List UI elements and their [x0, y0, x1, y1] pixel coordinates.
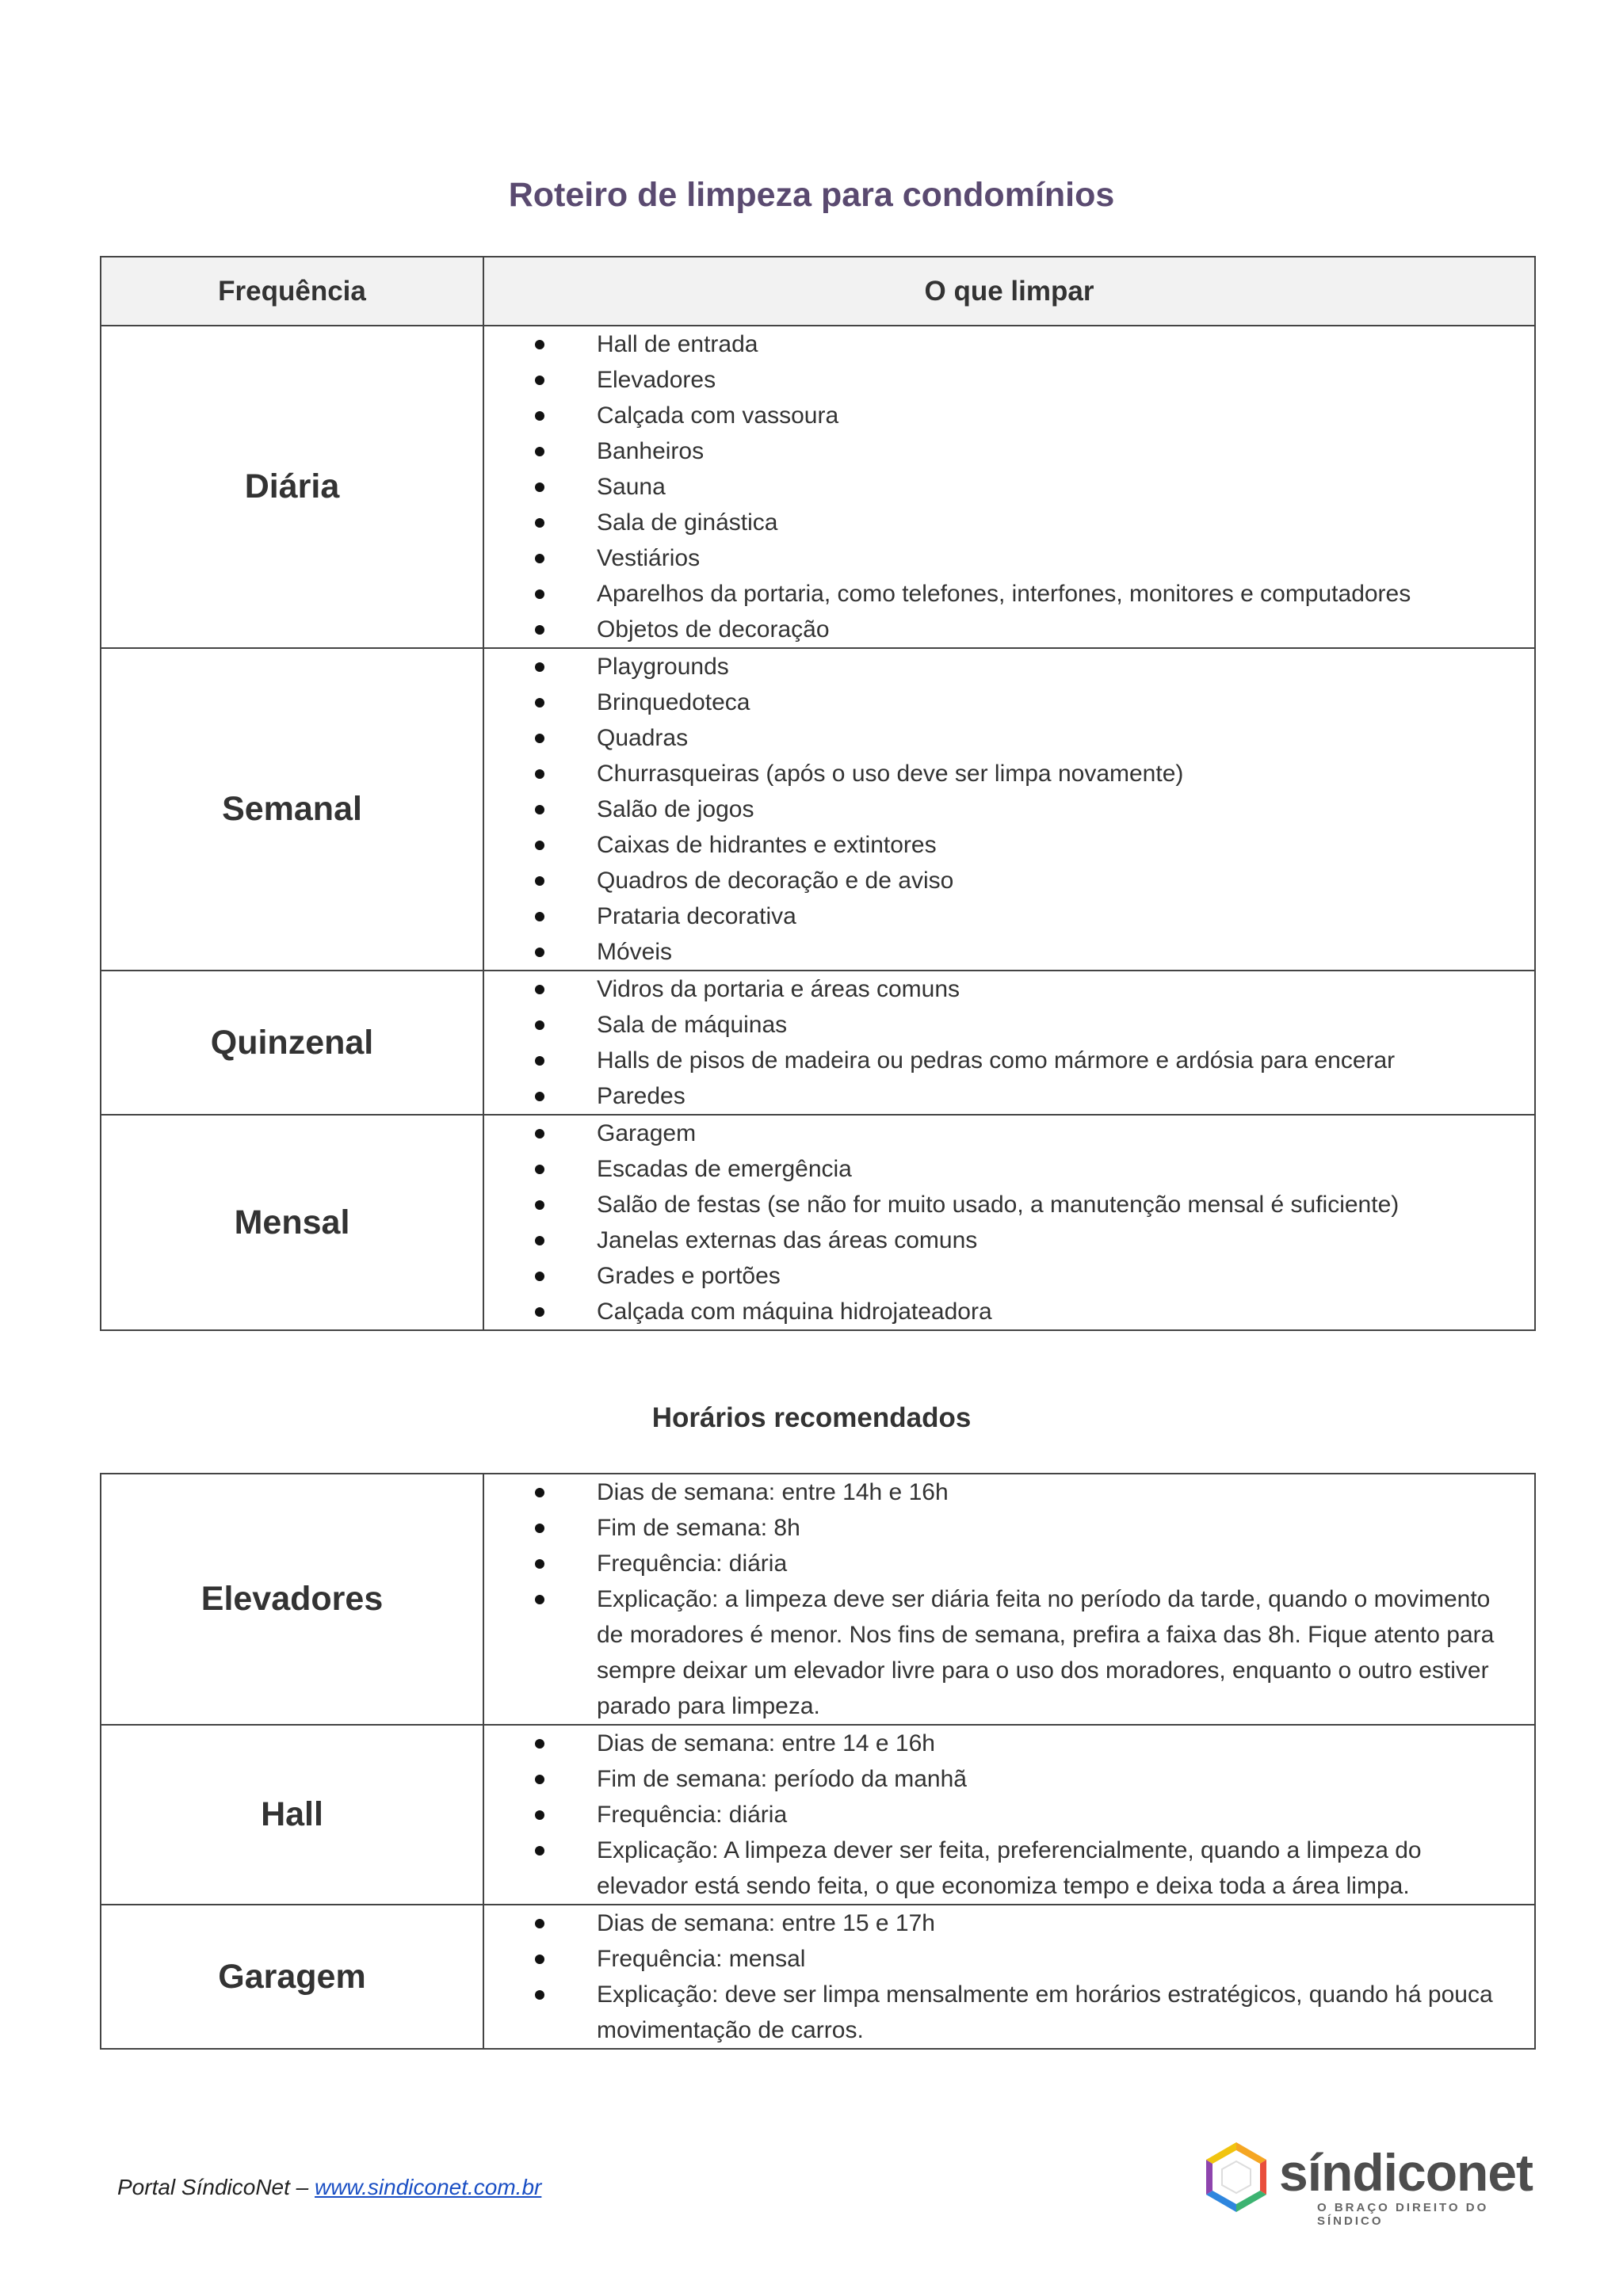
frequency-items-cell	[483, 648, 1535, 971]
logo-tagline: O BRAÇO DIREITO DO SÍNDICO	[1317, 2201, 1489, 2228]
list-item: Frequência: diária	[484, 1797, 1534, 1833]
list-item: Aparelhos da portaria, como telefones, interfones, monitores e computadores	[484, 576, 1534, 612]
what-to-clean-column-header: O que limpar	[483, 257, 1535, 326]
area-label: Garagem	[101, 1905, 483, 2049]
frequency-items-cell	[483, 971, 1535, 1115]
table-row	[101, 1905, 1535, 2049]
frequency-label: Semanal	[101, 648, 483, 971]
recommended-hours-table	[100, 1473, 1536, 2050]
list-item: Caixas de hidrantes e extintores	[484, 827, 1534, 863]
list-item: Dias de semana: entre 14h e 16h	[484, 1474, 1534, 1510]
frequency-column-header: Frequência	[101, 257, 483, 326]
list-item: Calçada com máquina hidrojateadora	[484, 1294, 1534, 1329]
list-item: Quadros de decoração e de aviso	[484, 863, 1534, 898]
list-item: Explicação: a limpeza deve ser diária feita no período da tarde, quando o movimento de moradores é menor. Nos fins de semana, prefira a faixa das 8h. Fique atento para sempre deixar um elevador livre para o uso dos moradores, enquanto o outro estiver parado para limpeza.	[484, 1581, 1534, 1724]
list-item: Explicação: deve ser limpa mensalmente em horários estratégicos, quando há pouca movimentação de carros.	[484, 1977, 1534, 2048]
list-item: Prataria decorativa	[484, 898, 1534, 934]
list-item: Fim de semana: 8h	[484, 1510, 1534, 1546]
list-item: Playgrounds	[484, 649, 1534, 685]
list-item: Brinquedoteca	[484, 685, 1534, 720]
list-item: Escadas de emergência	[484, 1151, 1534, 1187]
document-title: Roteiro de limpeza para condomínios	[508, 176, 1115, 214]
list-item: Vestiários	[484, 540, 1534, 576]
list-item: Salão de jogos	[484, 791, 1534, 827]
table-row	[101, 1725, 1535, 1905]
list-item: Halls de pisos de madeira ou pedras como mármore e ardósia para encerar	[484, 1043, 1534, 1078]
footer-website-link[interactable]: www.sindiconet.com.br	[315, 2175, 542, 2199]
bullet-list	[484, 1905, 1534, 2048]
table-row	[101, 1474, 1535, 1725]
area-items-cell	[483, 1474, 1535, 1725]
frequency-label: Diária	[101, 326, 483, 648]
table-row	[101, 326, 1535, 648]
table-header-row	[101, 257, 1535, 326]
list-item: Garagem	[484, 1116, 1534, 1151]
list-item: Móveis	[484, 934, 1534, 970]
list-item: Paredes	[484, 1078, 1534, 1114]
list-item: Frequência: mensal	[484, 1941, 1534, 1977]
table-row	[101, 648, 1535, 971]
area-label: Elevadores	[101, 1474, 483, 1725]
list-item: Frequência: diária	[484, 1546, 1534, 1581]
table-row	[101, 971, 1535, 1115]
bullet-list	[484, 326, 1534, 647]
frequency-items-cell	[483, 326, 1535, 648]
bullet-list	[484, 649, 1534, 970]
list-item: Sala de máquinas	[484, 1007, 1534, 1043]
list-item: Quadras	[484, 720, 1534, 756]
cleaning-schedule-table	[100, 256, 1536, 1331]
list-item: Dias de semana: entre 15 e 17h	[484, 1905, 1534, 1941]
list-item: Churrasqueiras (após o uso deve ser limpa novamente)	[484, 756, 1534, 791]
list-item: Hall de entrada	[484, 326, 1534, 362]
frequency-label: Quinzenal	[101, 971, 483, 1115]
schedule-section-title: Horários recomendados	[651, 1402, 972, 1433]
list-item: Fim de semana: período da manhã	[484, 1761, 1534, 1797]
frequency-label: Mensal	[101, 1115, 483, 1330]
table-row	[101, 1115, 1535, 1330]
area-items-cell	[483, 1905, 1535, 2049]
bullet-list	[484, 1726, 1534, 1904]
list-item: Sauna	[484, 469, 1534, 505]
bullet-list	[484, 1474, 1534, 1724]
footer-prefix: Portal SíndicoNet –	[117, 2175, 315, 2199]
list-item: Salão de festas (se não for muito usado, a manutenção mensal é suficiente)	[484, 1187, 1534, 1222]
list-item: Elevadores	[484, 362, 1534, 398]
list-item: Dias de semana: entre 14 e 16h	[484, 1726, 1534, 1761]
frequency-items-cell	[483, 1115, 1535, 1330]
list-item: Grades e portões	[484, 1258, 1534, 1294]
list-item: Sala de ginástica	[484, 505, 1534, 540]
list-item: Janelas externas das áreas comuns	[484, 1222, 1534, 1258]
logo-wordmark: síndiconet	[1279, 2143, 1533, 2202]
bullet-list	[484, 971, 1534, 1114]
list-item: Objetos de decoração	[484, 612, 1534, 647]
list-item: Explicação: A limpeza dever ser feita, preferencialmente, quando a limpeza do elevador está sendo feita, o que economiza tempo e deixa toda a área limpa.	[484, 1833, 1534, 1904]
hexagon-logo-icon	[1198, 2139, 1274, 2215]
area-label: Hall	[101, 1725, 483, 1905]
sindiconet-logo	[1198, 2139, 1539, 2228]
list-item: Banheiros	[484, 433, 1534, 469]
list-item: Calçada com vassoura	[484, 398, 1534, 433]
footer-credit	[117, 2175, 541, 2200]
bullet-list	[484, 1116, 1534, 1329]
list-item: Vidros da portaria e áreas comuns	[484, 971, 1534, 1007]
area-items-cell	[483, 1725, 1535, 1905]
